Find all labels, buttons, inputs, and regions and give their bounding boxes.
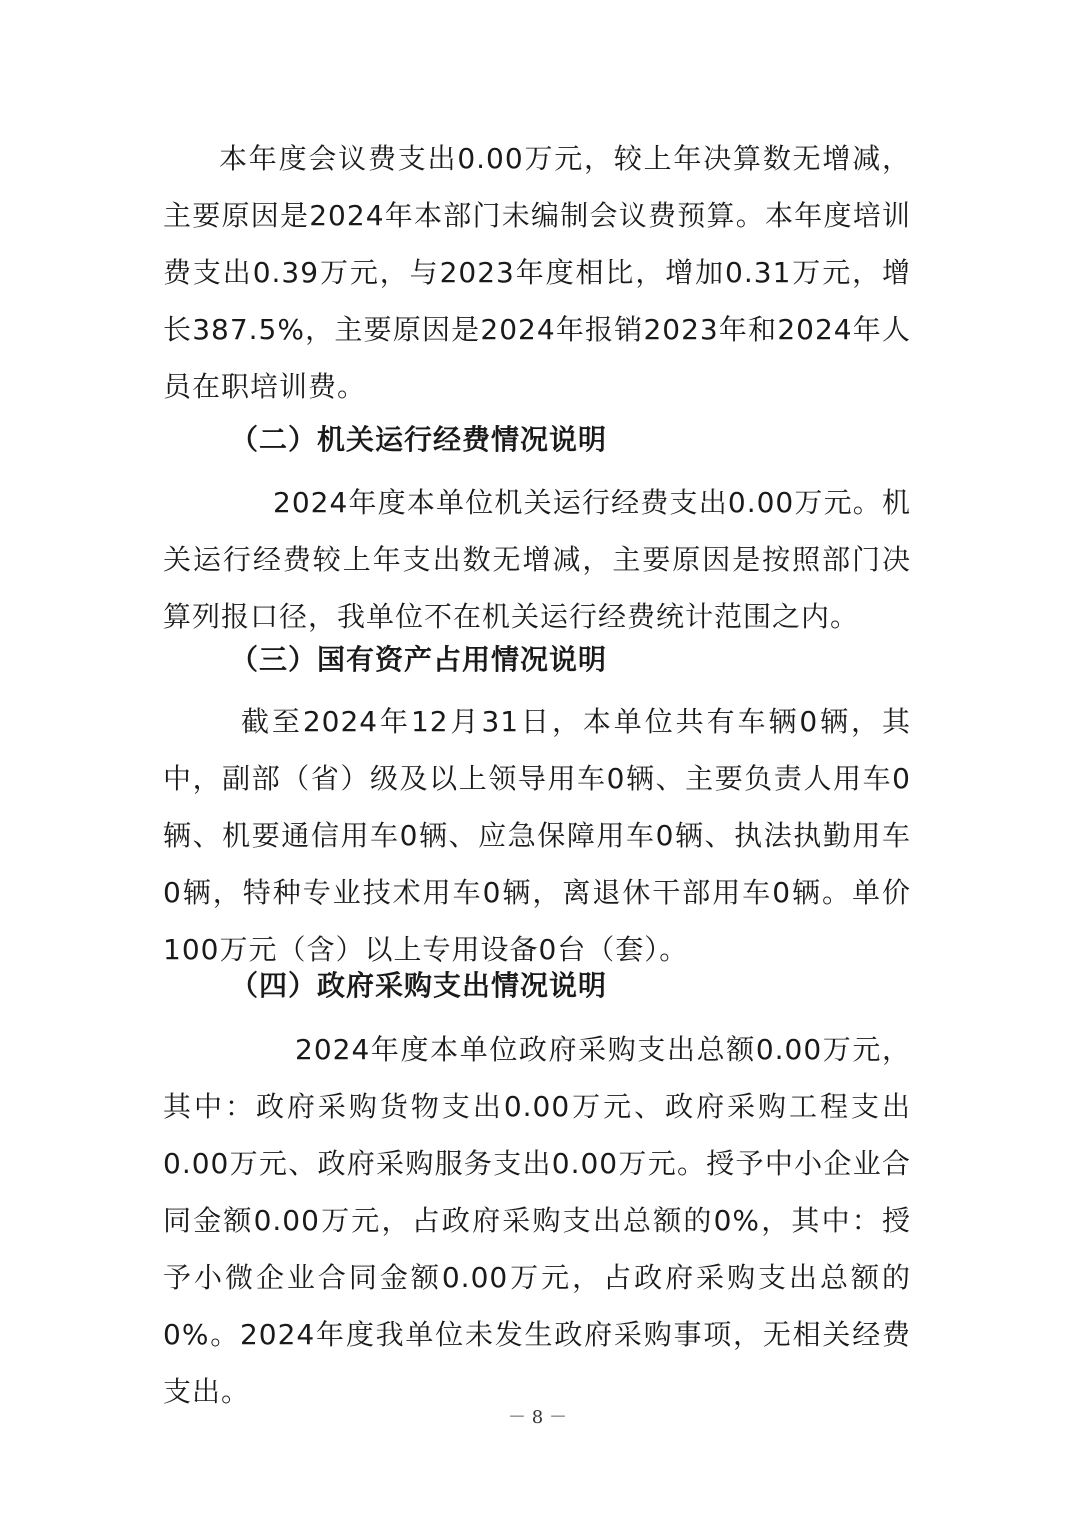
heading-operating-funds: （二）机关运行经费情况说明 [230,423,608,456]
heading-procurement: （四）政府采购支出情况说明 [230,969,608,1002]
heading-state-assets: （三）国有资产占用情况说明 [230,643,608,676]
paragraph-meeting-training-fees: 本年度会议费支出0.00万元，较上年决算数无增减，主要原因是2024年本部门未编制会议费预算。本年度培训费支出0.39万元，与2023年度相比，增加0.31万元，增长387.5%，主要原因是2024年报销2023年和2024年人员在职培训费。 [163,142,911,403]
page-number: － 8 － [508,1407,567,1428]
paragraph-procurement: 2024年度本单位政府采购支出总额0.00万元，其中：政府采购货物支出0.00万元、政府采购工程支出0.00万元、政府采购服务支出0.00万元。授予中小企业合同金额0.00万元，占政府采购支出总额的0%，其中：授予小微企业合同金额0.00万元，占政府采购支出总额的0%。2024年度我单位未发生政府采购事项，无相关经费支出。 [163,1033,911,1408]
paragraph-state-assets: 截至2024年12月31日，本单位共有车辆0辆，其中，副部（省）级及以上领导用车0辆、主要负责人用车0辆、机要通信用车0辆、应急保障用车0辆、执法执勤用车0辆，特种专业技术用车0辆，离退休干部用车0辆。单价100万元（含）以上专用设备0台（套）。 [163,705,911,966]
paragraph-operating-funds: 2024年度本单位机关运行经费支出0.00万元。机关运行经费较上年支出数无增减，主要原因是按照部门决算列报口径，我单位不在机关运行经费统计范围之内。 [163,486,911,633]
